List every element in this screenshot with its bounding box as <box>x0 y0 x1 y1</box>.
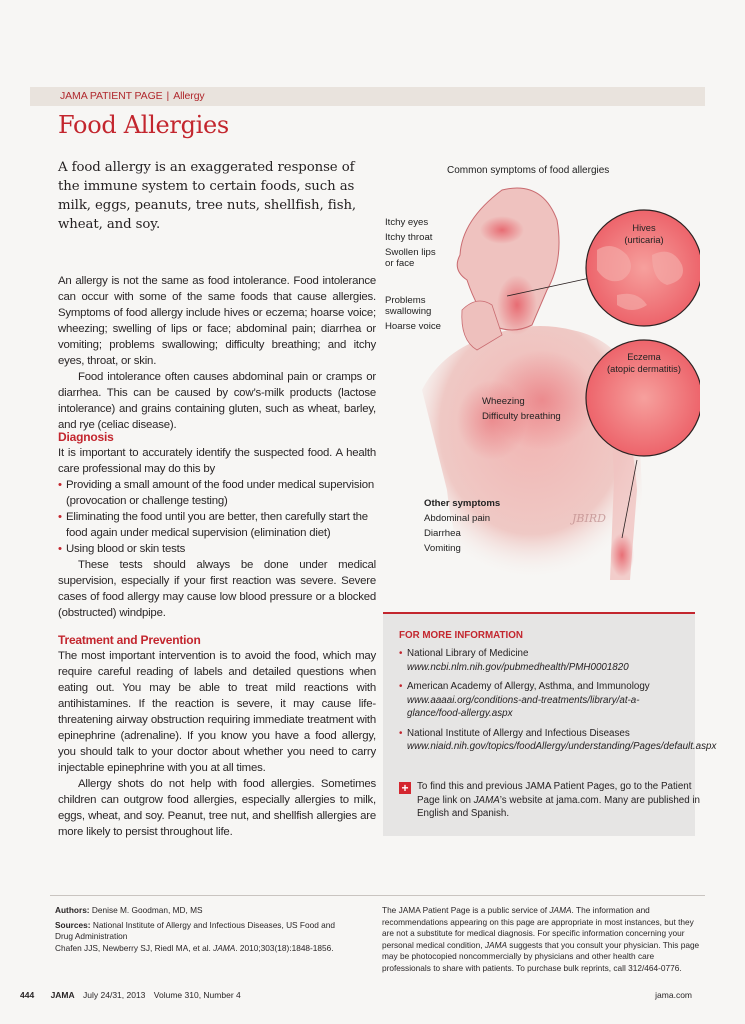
symptoms-illustration <box>382 160 700 600</box>
website-link[interactable]: jama.com <box>655 990 692 1000</box>
authors-label: Authors: <box>55 905 90 915</box>
more-info-box <box>383 612 717 836</box>
more-info-list <box>399 647 717 760</box>
intro-paragraph-2: Food intolerance often causes abdominal pain or cramps or diarrhea. This can be caused by cow’s-milk products (lactose intolerance) and grains containing gluten, such as wheat, barley, and rye (celiac disease). <box>58 371 376 431</box>
diagnosis-bullet: • Providing a small amount of the food under medical supervision (provocation or challenge testing) <box>58 477 376 509</box>
diagnosis-heading: Diagnosis <box>58 430 114 444</box>
figure-title: Common symptoms of food allergies <box>447 165 610 176</box>
issue-date: July 24/31, 2013 <box>83 990 146 1000</box>
citation-journal: JAMA <box>213 942 236 953</box>
intro-paragraph-1: An allergy is not the same as food intolerance. Food intolerance can occur with some of the same foods that cause allergies. Symptoms of food allergy include hives or eczema; hoarse voice; wheezing; swelling of lips or face; abdominal pain; diarrhea or vomiting; problems swallowing; difficulty breathing; and itchy eyes, throat, or skin. <box>58 275 376 367</box>
disclaimer-text: The JAMA Patient Page is a public service of <box>382 905 550 915</box>
citation-end: . 2010;303(18):1848-1856. <box>235 942 334 953</box>
sources-value: National Institute of Allergy and Infectious Diseases, US Food and Drug Administration <box>55 919 335 941</box>
disclaimer <box>382 905 702 974</box>
disclaimer-text: . The information and recommendations appearing on this page are appropriate in most instances, but they are not a substitute for medical diagnosis. For specific information concerning your personal medical condition, <box>382 905 694 950</box>
diagnosis-list <box>58 477 376 557</box>
resource-name: National Institute of Allergy and Infectious Diseases <box>407 727 630 739</box>
resource-link[interactable]: www.niaid.nih.gov/topics/foodAllergy/understanding/Pages/default.aspx <box>407 741 717 752</box>
more-info-item <box>399 727 717 754</box>
label-hoarse-voice: Hoarse voice <box>385 321 441 332</box>
hives-label <box>594 222 694 246</box>
disclaimer-text: suggests that you consult your physician. This page may be photocopied noncommercially by physicians and other health care professionals to share with patients. To purchase bulk reprints, call 312/464-0776. <box>382 939 700 973</box>
page-footer <box>20 990 710 1000</box>
eczema-label <box>589 351 699 375</box>
authors-line <box>55 905 355 917</box>
diagnosis-intro: It is important to accurately identify the suspected food. A health care professional may do this by <box>58 447 376 475</box>
footer-divider <box>50 895 705 896</box>
kicker-label: JAMA PATIENT PAGE <box>60 90 163 102</box>
treatment-paragraph-2: Allergy shots do not help with food allergies. Sometimes children can outgrow food allergies, especially allergies to milk, eggs, wheat, and soy. Peanut, tree nut, and shellfish allergies are more likely to persist throughout life. <box>58 778 376 838</box>
page-number: 444 <box>20 990 35 1000</box>
lede: A food allergy is an exaggerated response of the immune system to certain foods, such as milk, eggs, peanuts, tree nuts, shellfish, fish, wheat, and soy. <box>58 160 357 232</box>
diagnosis-bullet: • Using blood or skin tests <box>58 541 376 557</box>
label-problems-line2: swallowing <box>385 306 432 317</box>
eczema-subname: (atopic dermatitis) <box>607 364 681 374</box>
label-difficulty-breathing: Difficulty breathing <box>482 411 561 422</box>
journal-name: JAMA <box>50 990 75 1000</box>
sources-label: Sources: <box>55 919 91 930</box>
resource-name: American Academy of Allergy, Asthma, and Immunology <box>407 681 650 692</box>
disclaimer-journal: JAMA <box>484 939 507 950</box>
treatment-paragraph-1: The most important intervention is to avoid the food, which may require careful reading of labels and detailed questions when eating out. You may be able to treat mild reactions with antihistamines. If the reaction is severe, it may cause life-threatening airway obstruction requiring immediate treatment with epinephrine (adrenaline). If you know you have a food allergy, you should talk to your doctor about whether you need to carry injectable epinephrine with you at all times. <box>58 650 376 774</box>
note-text-end: ’s website at jama.com. Many are published in English and Spanish. <box>417 794 701 819</box>
kicker-separator: | <box>166 90 170 102</box>
hives-subname: (urticaria) <box>624 235 664 245</box>
label-swollen-line2: or face <box>385 258 415 269</box>
resource-name: National Library of Medicine <box>407 648 529 659</box>
label-abdominal-pain: Abdominal pain <box>424 513 491 524</box>
diagnosis-bullet: • Eliminating the food until you are better, then carefully start the food again under medical supervision (elimination diet) <box>58 509 376 541</box>
resource-link[interactable]: www.ncbi.nlm.nih.gov/pubmedhealth/PMH0001820 <box>407 661 629 673</box>
citation: Chafen JJS, Newberry SJ, Riedl MA, et al. <box>55 942 214 953</box>
treatment-section <box>58 632 376 840</box>
label-vomiting: Vomiting <box>424 543 461 554</box>
authors-value: Denise M. Goodman, MD, MS <box>91 905 203 915</box>
credits <box>55 905 355 957</box>
section-header-bar <box>30 87 705 106</box>
sources-line <box>55 920 355 955</box>
note-text: To find this and previous JAMA Patient Pages, go to the Patient Page link on <box>417 781 692 806</box>
label-swollen-line1: Swollen lips <box>385 247 436 258</box>
kicker-category: Allergy <box>173 90 205 102</box>
note-journal: JAMA <box>473 794 500 806</box>
eczema-name: Eczema <box>627 352 661 362</box>
disclaimer-journal: JAMA <box>549 905 572 915</box>
page-title: Food Allergies <box>58 111 229 139</box>
label-problems-line1: Problems <box>385 295 426 306</box>
diagnosis-section <box>58 429 376 621</box>
more-info-item <box>399 647 689 674</box>
artist-signature: JBIRD <box>572 512 606 525</box>
label-itchy-throat: Itchy throat <box>385 232 433 243</box>
label-diarrhea: Diarrhea <box>424 528 461 539</box>
patient-pages-note <box>399 780 702 821</box>
kicker <box>60 90 205 102</box>
plus-icon: + <box>399 782 411 794</box>
label-wheezing: Wheezing <box>482 396 525 407</box>
more-info-item <box>399 680 689 721</box>
hives-name: Hives <box>632 223 656 233</box>
volume-info: Volume 310, Number 4 <box>153 990 241 1000</box>
intro-section <box>58 273 376 433</box>
treatment-heading: Treatment and Prevention <box>58 633 201 647</box>
label-itchy-eyes: Itchy eyes <box>385 217 429 228</box>
resource-link[interactable]: www.aaaai.org/conditions-and-treatments/library/at-a-glance/food-allergy.aspx <box>407 694 640 719</box>
more-info-heading: FOR MORE INFORMATION <box>399 630 523 641</box>
diagnosis-closing: These tests should always be done under medical supervision, especially if your first reaction was severe. Severe cases of food allergy may cause low blood pressure or a blocked (obstructed) windpipe. <box>58 559 376 619</box>
label-other-symptoms: Other symptoms <box>424 498 501 509</box>
